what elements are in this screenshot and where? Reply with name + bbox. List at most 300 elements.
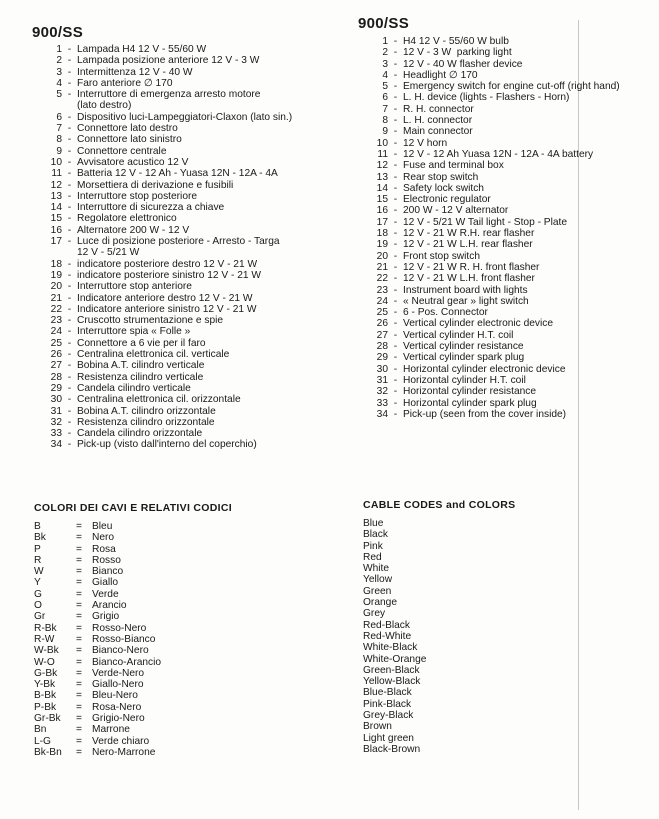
color-code-row <box>34 702 334 713</box>
legend-text: Vertical cylinder spark plug <box>403 352 525 364</box>
legend-number: 14 <box>50 202 62 214</box>
color-name: Giallo-Nero <box>92 679 144 691</box>
legend-item <box>32 326 352 337</box>
legend-item <box>32 134 352 145</box>
equals-sign: = <box>76 645 82 657</box>
legend-number: 31 <box>376 374 388 386</box>
dash-separator: - <box>393 352 398 364</box>
legend-text: Connettore lato sinistro <box>77 134 182 146</box>
legend-number: 4 <box>56 77 62 89</box>
color-name-en: Grey-Black <box>363 710 414 722</box>
legend-text: Rear stop switch <box>403 171 479 183</box>
dash-separator: - <box>67 292 72 304</box>
legend-text: Dispositivo luci-Lampeggiatori-Claxon (lato sin.) <box>77 111 293 123</box>
legend-text: Intermittenza 12 V - 40 W <box>77 66 193 78</box>
color-name: Marrone <box>92 724 130 736</box>
legend-item <box>32 157 352 168</box>
codes-it-list <box>34 521 334 758</box>
legend-number: 31 <box>50 405 62 417</box>
dash-separator: - <box>393 239 398 251</box>
color-code: W-Bk <box>34 645 59 657</box>
legend-number: 16 <box>50 224 62 236</box>
legend-text: Morsettiera di derivazione e fusibili <box>77 179 234 191</box>
legend-number: 29 <box>50 382 62 394</box>
color-code: Bk-Bn <box>34 746 62 758</box>
right-legend-list <box>358 36 656 420</box>
legend-number: 5 <box>56 89 62 101</box>
legend-number: 9 <box>382 126 388 138</box>
legend-item <box>358 149 656 160</box>
legend-text: Headlight ∅ 170 <box>403 69 478 81</box>
color-name-en: Green <box>363 585 392 597</box>
dash-separator: - <box>393 171 398 183</box>
color-code-row <box>34 724 334 735</box>
dash-separator: - <box>67 281 72 293</box>
equals-sign: = <box>76 566 82 578</box>
color-code: R-W <box>34 633 55 645</box>
color-code-row <box>34 634 334 645</box>
legend-text: « Neutral gear » light switch <box>403 295 529 307</box>
color-name: Rosa-Nero <box>92 701 142 713</box>
legend-item <box>32 202 352 213</box>
legend-item <box>32 67 352 78</box>
color-name-en: Blue <box>363 518 384 529</box>
legend-item <box>358 364 656 375</box>
color-code-row <box>34 623 334 634</box>
color-code: Bn <box>34 724 47 736</box>
dash-separator: - <box>67 190 72 202</box>
legend-item <box>32 406 352 417</box>
color-name: Rosso <box>92 554 121 566</box>
legend-text: H4 12 V - 55/60 W bulb <box>403 36 509 47</box>
legend-number: 16 <box>376 205 388 217</box>
color-code: P <box>34 543 41 555</box>
legend-item <box>358 228 656 239</box>
color-name: Bleu <box>92 521 113 532</box>
legend-text: Connettore a 6 vie per il faro <box>77 337 206 349</box>
dash-separator: - <box>393 284 398 296</box>
legend-number: 6 <box>56 111 62 123</box>
dash-separator: - <box>67 315 72 327</box>
legend-text: L. H. connector <box>403 115 473 127</box>
legend-item <box>32 338 352 349</box>
equals-sign: = <box>76 679 82 691</box>
legend-text: Batteria 12 V - 12 Ah - Yuasa 12N - 12A - 4A <box>77 168 278 180</box>
color-code: R-Bk <box>34 622 57 634</box>
legend-text: Cruscotto strumentazione e spie <box>77 315 224 327</box>
codes-en-title: CABLE CODES and COLORS <box>363 499 516 511</box>
color-code-row <box>34 690 334 701</box>
legend-item <box>32 259 352 270</box>
legend-item <box>358 352 656 363</box>
legend-item <box>32 293 352 304</box>
legend-number: 24 <box>376 295 388 307</box>
color-name: Rosa <box>92 543 116 555</box>
legend-number: 17 <box>50 236 62 248</box>
legend-text: indicatore posteriore destro 12 V - 21 W <box>77 258 258 270</box>
legend-number: 3 <box>56 66 62 78</box>
legend-item <box>358 92 656 103</box>
legend-number: 22 <box>50 303 62 315</box>
legend-item <box>32 168 352 179</box>
legend-text: Pick-up (visto dall'interno del coperchio) <box>77 439 257 451</box>
color-name-en: Black <box>363 529 388 541</box>
color-code: Y-Bk <box>34 679 56 691</box>
color-code: Gr <box>34 611 46 623</box>
color-name: Nero <box>92 532 115 544</box>
color-name-en: Pink <box>363 540 383 552</box>
english-legend <box>358 15 656 420</box>
legend-number: 13 <box>50 190 62 202</box>
dash-separator: - <box>67 405 72 417</box>
legend-number: 11 <box>377 148 388 160</box>
legend-number: 8 <box>56 134 62 146</box>
legend-number: 20 <box>376 250 388 262</box>
color-name-en: Red <box>363 551 382 563</box>
equals-sign: = <box>76 543 82 555</box>
legend-item <box>32 281 352 292</box>
legend-item <box>358 81 656 92</box>
legend-number: 15 <box>376 194 388 206</box>
dash-separator: - <box>393 194 398 206</box>
legend-number: 10 <box>376 137 388 149</box>
legend-text: Electronic regulator <box>403 194 491 206</box>
dash-separator: - <box>393 386 398 398</box>
legend-number: 6 <box>382 92 388 104</box>
legend-item <box>358 36 656 47</box>
legend-number: 8 <box>382 115 388 127</box>
dash-separator: - <box>67 394 72 406</box>
dash-separator: - <box>67 360 72 372</box>
legend-number: 12 <box>376 160 388 172</box>
legend-text: Alternatore 200 W - 12 V <box>77 224 190 236</box>
color-name: Grigio <box>92 611 120 623</box>
legend-number: 33 <box>50 428 62 440</box>
legend-item <box>358 375 656 386</box>
color-name-en: Yellow <box>363 574 393 586</box>
legend-text: Connettore lato destro <box>77 123 178 135</box>
legend-item <box>358 330 656 341</box>
legend-text: Centralina elettronica cil. verticale <box>77 349 230 361</box>
dash-separator: - <box>67 77 72 89</box>
equals-sign: = <box>76 690 82 702</box>
legend-text: Vertical cylinder H.T. coil <box>403 329 514 341</box>
legend-text: Candela cilindro verticale <box>77 382 191 394</box>
legend-item <box>358 239 656 250</box>
color-code-row <box>34 645 334 656</box>
color-name: Rosso-Bianco <box>92 633 156 645</box>
legend-text: Connettore centrale <box>77 145 167 157</box>
legend-item <box>32 417 352 428</box>
dash-separator: - <box>393 261 398 273</box>
legend-number: 12 <box>50 179 62 191</box>
legend-text: Lampada posizione anteriore 12 V - 3 W <box>77 55 260 67</box>
dash-separator: - <box>393 250 398 262</box>
color-code-row <box>34 736 334 747</box>
dash-separator: - <box>393 216 398 228</box>
legend-item <box>32 439 352 450</box>
dash-separator: - <box>67 179 72 191</box>
color-name-en: Pink-Black <box>363 698 412 710</box>
legend-item <box>358 205 656 216</box>
legend-item <box>32 270 352 281</box>
equals-sign: = <box>76 633 82 645</box>
legend-text: Interruttore spia « Folle » <box>77 326 191 338</box>
color-name: Nero-Marrone <box>92 746 156 758</box>
legend-number: 32 <box>376 386 388 398</box>
legend-number: 1 <box>382 36 388 47</box>
color-name-en: White <box>363 563 390 575</box>
color-name-en: Black-Brown <box>363 743 421 755</box>
legend-text: 12 V - 5/21 W <box>77 247 140 259</box>
color-name-en: Orange <box>363 597 397 609</box>
legend-text: Pick-up (seen from the cover inside) <box>403 408 567 420</box>
dash-separator: - <box>393 58 398 70</box>
legend-number: 23 <box>376 284 388 296</box>
legend-text: Bobina A.T. cilindro orizzontale <box>77 405 216 417</box>
legend-text: Interruttore di sicurezza a chiave <box>77 202 225 214</box>
legend-text: L. H. device (lights - Flashers - Horn) <box>403 92 570 104</box>
legend-text: 12 V - 40 W flasher device <box>403 58 523 70</box>
legend-item <box>358 341 656 352</box>
equals-sign: = <box>76 713 82 725</box>
dash-separator: - <box>393 273 398 285</box>
dash-separator: - <box>393 126 398 138</box>
color-code-row <box>34 747 334 758</box>
color-code-row <box>34 532 334 543</box>
color-code-row <box>34 566 334 577</box>
color-code: W-O <box>34 656 55 668</box>
dash-separator: - <box>67 55 72 67</box>
color-name-en: White-Black <box>363 642 418 654</box>
legend-text: Faro anteriore ∅ 170 <box>77 77 173 89</box>
color-name-en: Red-Black <box>363 619 410 631</box>
legend-text: Horizontal cylinder resistance <box>403 386 537 398</box>
italian-color-codes <box>34 502 334 758</box>
dash-separator: - <box>67 416 72 428</box>
dash-separator: - <box>393 36 398 47</box>
legend-number: 19 <box>376 239 388 251</box>
legend-number: 5 <box>382 81 388 93</box>
legend-number: 7 <box>382 103 388 115</box>
dash-separator: - <box>393 307 398 319</box>
color-code: G <box>34 588 42 600</box>
codes-it-title: COLORI DEI CAVI E RELATIVI CODICI <box>34 502 232 514</box>
dash-separator: - <box>67 44 72 55</box>
legend-number: 28 <box>376 341 388 353</box>
color-code: G-Bk <box>34 667 58 679</box>
legend-number: 13 <box>376 171 388 183</box>
dash-separator: - <box>67 145 72 157</box>
legend-item <box>358 285 656 296</box>
dash-separator: - <box>67 224 72 236</box>
legend-text: indicatore posteriore sinistro 12 V - 21 W <box>77 269 262 281</box>
legend-number: 7 <box>56 123 62 135</box>
legend-item <box>32 394 352 405</box>
legend-item <box>358 273 656 284</box>
dash-separator: - <box>67 258 72 270</box>
dash-separator: - <box>393 148 398 160</box>
legend-text: 12 V - 12 Ah Yuasa 12N - 12A - 4A battery <box>403 148 594 160</box>
legend-text: Lampada H4 12 V - 55/60 W <box>77 44 207 55</box>
legend-item <box>32 100 352 111</box>
legend-text: 12 V - 21 W R.H. rear flasher <box>403 228 535 240</box>
color-name: Verde-Nero <box>92 667 145 679</box>
color-code-row <box>34 544 334 555</box>
legend-number: 26 <box>50 349 62 361</box>
legend-number: 1 <box>56 44 62 55</box>
color-name-en: White-Orange <box>363 653 427 665</box>
dash-separator: - <box>393 228 398 240</box>
dash-separator: - <box>393 160 398 172</box>
dash-separator: - <box>67 168 72 180</box>
equals-sign: = <box>76 588 82 600</box>
legend-text: (lato destro) <box>77 100 132 112</box>
legend-text: Front stop switch <box>403 250 480 262</box>
equals-sign: = <box>76 667 82 679</box>
dash-separator: - <box>393 363 398 375</box>
legend-number: 11 <box>51 168 62 180</box>
color-code-row <box>34 600 334 611</box>
dash-separator: - <box>393 92 398 104</box>
dash-separator: - <box>67 303 72 315</box>
equals-sign: = <box>76 554 82 566</box>
legend-number: 32 <box>50 416 62 428</box>
legend-text: Main connector <box>403 126 473 138</box>
equals-sign: = <box>76 622 82 634</box>
legend-item <box>358 70 656 81</box>
dash-separator: - <box>67 134 72 146</box>
equals-sign: = <box>76 611 82 623</box>
dash-separator: - <box>67 66 72 78</box>
codes-en-list <box>363 518 613 755</box>
legend-number: 25 <box>376 307 388 319</box>
color-code: B-Bk <box>34 690 57 702</box>
legend-item <box>358 47 656 58</box>
color-name-en: Green-Black <box>363 664 420 676</box>
legend-number: 33 <box>376 397 388 409</box>
legend-item <box>358 398 656 409</box>
dash-separator: - <box>393 397 398 409</box>
legend-item <box>32 146 352 157</box>
italian-legend <box>32 24 352 451</box>
legend-text: Candela cilindro orizzontale <box>77 428 203 440</box>
legend-number: 22 <box>376 273 388 285</box>
color-code: O <box>34 600 42 612</box>
legend-text: Interruttore di emergenza arresto motore <box>77 89 261 101</box>
dash-separator: - <box>393 295 398 307</box>
dash-separator: - <box>67 337 72 349</box>
color-code-row <box>34 589 334 600</box>
dash-separator: - <box>67 213 72 225</box>
legend-number: 26 <box>376 318 388 330</box>
legend-text: Indicatore anteriore sinistro 12 V - 21 W <box>77 303 257 315</box>
legend-text: Interruttore stop anteriore <box>77 281 192 293</box>
legend-text: Vertical cylinder electronic device <box>403 318 554 330</box>
legend-item <box>358 217 656 228</box>
color-code-row <box>34 668 334 679</box>
legend-number: 9 <box>56 145 62 157</box>
legend-item <box>32 349 352 360</box>
legend-text: R. H. connector <box>403 103 474 115</box>
legend-text: Avvisatore acustico 12 V <box>77 156 189 168</box>
color-code: L-G <box>34 735 51 747</box>
legend-item <box>358 59 656 70</box>
legend-text: Interruttore stop posteriore <box>77 190 198 202</box>
legend-number: 30 <box>376 363 388 375</box>
legend-text: Instrument board with lights <box>403 284 528 296</box>
color-name: Arancio <box>92 600 127 612</box>
equals-sign: = <box>76 577 82 589</box>
color-name-en: Light green <box>363 732 414 744</box>
legend-item <box>32 55 352 66</box>
legend-item <box>358 183 656 194</box>
legend-item <box>32 78 352 89</box>
legend-item <box>32 44 352 55</box>
equals-sign: = <box>76 600 82 612</box>
dash-separator: - <box>393 81 398 93</box>
legend-item <box>32 383 352 394</box>
legend-item <box>32 247 352 258</box>
legend-text: 12 V - 21 W R. H. front flasher <box>403 261 540 273</box>
color-name: Giallo <box>92 577 119 589</box>
legend-number: 29 <box>376 352 388 364</box>
legend-number: 25 <box>50 337 62 349</box>
legend-text: Vertical cylinder resistance <box>403 341 524 353</box>
legend-item <box>358 104 656 115</box>
color-code: W <box>34 566 44 578</box>
legend-item <box>32 372 352 383</box>
legend-item <box>358 160 656 171</box>
color-name-en: Brown <box>363 721 392 733</box>
legend-text: 6 - Pos. Connector <box>403 307 488 319</box>
legend-text: Luce di posizione posteriore - Arresto - Targa <box>77 236 280 248</box>
english-color-codes <box>363 499 613 755</box>
legend-item <box>32 123 352 134</box>
legend-item <box>358 194 656 205</box>
equals-sign: = <box>76 701 82 713</box>
legend-text: 12 V horn <box>403 137 448 149</box>
legend-number: 28 <box>50 371 62 383</box>
dash-separator: - <box>67 202 72 214</box>
color-code-row <box>34 521 334 532</box>
dash-separator: - <box>67 428 72 440</box>
legend-text: 12 V - 3 W parking light <box>403 47 512 59</box>
legend-text: Horizontal cylinder H.T. coil <box>403 374 526 386</box>
legend-number: 3 <box>382 58 388 70</box>
dash-separator: - <box>67 349 72 361</box>
legend-text: Horizontal cylinder spark plug <box>403 397 537 409</box>
color-code-row <box>34 611 334 622</box>
legend-item <box>32 225 352 236</box>
legend-item <box>358 251 656 262</box>
color-code-row <box>34 657 334 668</box>
legend-text: Emergency switch for engine cut-off (right hand) <box>403 81 620 93</box>
equals-sign: = <box>76 735 82 747</box>
legend-text: Resistenza cilindro verticale <box>77 371 204 383</box>
color-code: Gr-Bk <box>34 713 61 725</box>
legend-item <box>358 296 656 307</box>
dash-separator: - <box>67 236 72 248</box>
legend-item <box>32 213 352 224</box>
dash-separator: - <box>393 318 398 330</box>
color-name: Grigio-Nero <box>92 713 145 725</box>
dash-separator: - <box>393 103 398 115</box>
dash-separator: - <box>67 89 72 101</box>
legend-number: 18 <box>376 228 388 240</box>
legend-item <box>358 409 656 420</box>
dash-separator: - <box>393 374 398 386</box>
